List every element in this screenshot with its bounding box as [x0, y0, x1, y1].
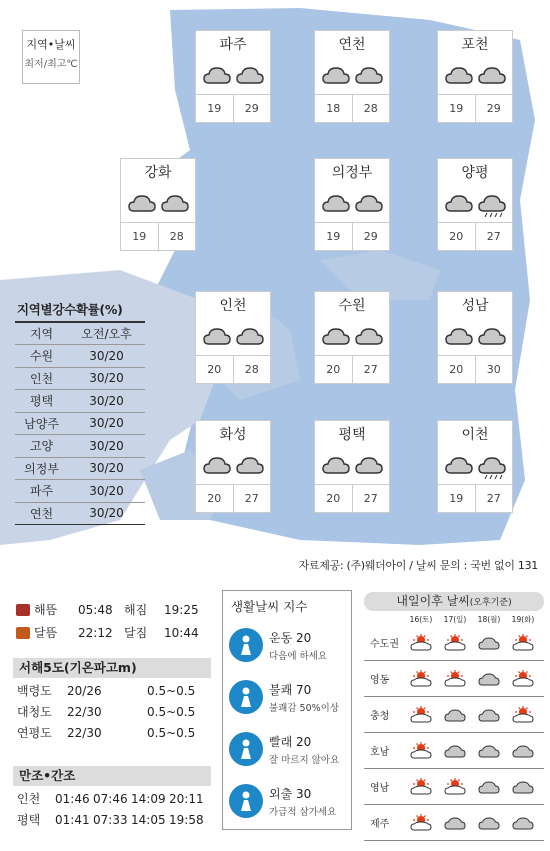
index-value: 빨래 20: [269, 734, 312, 749]
index-desc: 불쾌감 50%이상: [269, 702, 340, 714]
table-row: [15, 435, 145, 458]
cloud-icon: [354, 65, 384, 89]
tide-time: 14:05: [131, 812, 166, 827]
tide-row: [13, 788, 211, 809]
city-name: 평택: [338, 427, 366, 443]
city-card: [195, 30, 271, 123]
table-row: [15, 390, 145, 413]
region-cell: 의정부: [15, 457, 68, 480]
temp-high: 28: [169, 230, 184, 243]
cloud-icon: [444, 65, 474, 89]
cloud-icon: [444, 193, 474, 217]
prob-cell: 30/20: [68, 457, 145, 480]
forecast-day: 19(화): [511, 615, 535, 624]
sun-cloud-icon: [410, 634, 432, 652]
prob-cell: 30/20: [68, 435, 145, 458]
forecast-region: 수도권: [370, 639, 399, 650]
index-desc: 잘 마르지 않아요: [269, 754, 340, 766]
island-temp: 22/30: [67, 704, 102, 719]
moonrise-label: 달뜸: [34, 626, 58, 640]
cloud-icon: [321, 65, 351, 89]
cloud-icon: [512, 778, 534, 796]
temp-high: 29: [363, 230, 378, 243]
index-value: 외출 30: [269, 786, 312, 801]
temp-low: 20: [196, 485, 234, 512]
cloud-icon: [444, 455, 474, 479]
life-index-item: [223, 619, 351, 671]
cloud-icon: [202, 455, 232, 479]
forecast-day: 17(일): [443, 615, 467, 624]
city-name: 의정부: [331, 165, 373, 181]
cloud-icon: [512, 742, 534, 760]
col-region: 지역: [15, 322, 68, 345]
sunrise-label: 해뜸: [34, 603, 58, 617]
temps: [196, 355, 270, 383]
temp-high: 29: [486, 102, 501, 115]
port-name: 평택: [17, 813, 41, 827]
city-name: 화성: [219, 427, 247, 443]
forecast-row: [364, 733, 544, 769]
cloud-icon: [444, 706, 466, 724]
cloud-icon: [202, 65, 232, 89]
sun-cloud-icon: [410, 742, 432, 760]
city-name: 파주: [219, 37, 247, 53]
temp-high: 27: [244, 492, 259, 505]
forecast-row: [364, 625, 544, 661]
cloud-icon: [321, 326, 351, 350]
island-temp: 22/30: [67, 725, 102, 740]
region-cell: 고양: [15, 435, 68, 458]
sun-cloud-icon: [512, 634, 534, 652]
cloud-icon: [477, 326, 507, 350]
moonrise-time: 22:12: [78, 625, 113, 640]
moon-row: [16, 621, 216, 644]
legend-line2: 최저/최고℃: [24, 59, 78, 70]
wave-height: 0.5~0.5: [147, 725, 196, 740]
sun-cloud-icon: [410, 670, 432, 688]
life-index-item: [223, 723, 351, 775]
city-card: [195, 291, 271, 384]
temps: [121, 222, 195, 250]
sun-cloud-icon: [444, 670, 466, 688]
table-row: [15, 502, 145, 525]
cloud-icon: [478, 778, 500, 796]
weather-icons: [438, 187, 512, 223]
city-name: 이천: [461, 427, 489, 443]
west-sea-islands: [13, 658, 211, 743]
cloud-icon: [478, 670, 500, 688]
tide-time: 14:09: [131, 791, 166, 806]
temps: [438, 484, 512, 512]
cloud-icon: [477, 65, 507, 89]
region-cell: 파주: [15, 480, 68, 503]
table-row: [15, 367, 145, 390]
sea-row: [13, 680, 211, 701]
forecast-panel: [364, 592, 544, 841]
city-card: [437, 420, 513, 513]
prob-cell: 30/20: [68, 412, 145, 435]
sun-cloud-icon: [444, 634, 466, 652]
city-name: 연천: [338, 37, 366, 53]
tide-time: 07:46: [93, 791, 128, 806]
temp-low: 19: [121, 223, 159, 250]
island-name: 백령도: [17, 684, 52, 698]
life-index-item: [223, 775, 351, 827]
temp-low: 20: [438, 356, 476, 383]
sun-cloud-icon: [512, 706, 534, 724]
port-name: 인천: [17, 792, 41, 806]
weather-icons: [438, 59, 512, 95]
sunrise-time: 05:48: [78, 602, 113, 617]
cloud-icon: [354, 193, 384, 217]
tide-time: 07:33: [93, 812, 128, 827]
cloud-icon: [478, 706, 500, 724]
city-name: 성남: [461, 298, 489, 314]
region-cell: 인천: [15, 367, 68, 390]
laundry-icon: [229, 732, 263, 766]
region-cell: 연천: [15, 502, 68, 525]
forecast-day: 18(월): [477, 615, 501, 624]
city-name: 인천: [219, 298, 247, 314]
sun-cloud-icon: [410, 778, 432, 796]
island-name: 대청도: [17, 705, 52, 719]
weather-icons: [315, 187, 389, 223]
sun-row: [16, 598, 216, 621]
table-row: [15, 457, 145, 480]
wave-height: 0.5~0.5: [147, 704, 196, 719]
prob-cell: 30/20: [68, 367, 145, 390]
temps: [315, 355, 389, 383]
tide-time: 01:46: [55, 791, 90, 806]
data-credit: 자료제공: (주)웨더아이 / 날씨 문의 : 국번 없이 131: [298, 559, 538, 572]
cloud-icon: [512, 814, 534, 832]
discomfort-icon: [229, 680, 263, 714]
forecast-region: 영동: [370, 675, 390, 686]
temps: [196, 484, 270, 512]
index-value: 운동 20: [269, 630, 312, 645]
table-row: [15, 480, 145, 503]
cloud-icon: [160, 193, 190, 217]
forecast-row: [364, 661, 544, 697]
map-legend: [22, 30, 80, 84]
index-desc: 다음에 하세요: [269, 650, 328, 662]
temp-high: 30: [486, 363, 501, 376]
cloud-icon: [444, 814, 466, 832]
forecast-title: [364, 592, 544, 611]
weather-icons: [315, 59, 389, 95]
prob-cell: 30/20: [68, 502, 145, 525]
forecast-row: [364, 769, 544, 805]
city-card: [120, 158, 196, 251]
cloud-icon: [444, 326, 474, 350]
life-title: 생활날씨 지수: [231, 599, 308, 614]
forecast-row: [364, 697, 544, 733]
temp-low: 20: [315, 485, 353, 512]
cloud-icon: [321, 193, 351, 217]
temp-low: 19: [196, 95, 234, 122]
sea-row: [13, 701, 211, 722]
weather-icons: [315, 320, 389, 356]
cloud-icon: [354, 326, 384, 350]
table-row: [15, 412, 145, 435]
outing-icon: [229, 784, 263, 818]
cloud-icon: [235, 326, 265, 350]
temps: [315, 94, 389, 122]
temp-high: 27: [486, 492, 501, 505]
city-card: [437, 158, 513, 251]
weather-icons: [196, 320, 270, 356]
tide-times: [13, 766, 211, 830]
tide-time: 01:41: [55, 812, 90, 827]
temp-high: 27: [363, 492, 378, 505]
region-cell: 수원: [15, 345, 68, 368]
temp-low: 20: [315, 356, 353, 383]
temp-high: 29: [244, 102, 259, 115]
temp-low: 20: [196, 356, 234, 383]
tide-time: 20:11: [169, 791, 204, 806]
cloud-icon: [478, 742, 500, 760]
city-card: [314, 158, 390, 251]
cloud-icon: [127, 193, 157, 217]
cloud-icon: [478, 814, 500, 832]
island-temp: 20/26: [67, 683, 102, 698]
temps: [438, 222, 512, 250]
city-name: 수원: [338, 298, 366, 314]
temp-low: 18: [315, 95, 353, 122]
forecast-row: [364, 805, 544, 841]
exercise-icon: [229, 628, 263, 662]
sunset-time: 19:25: [164, 602, 199, 617]
prob-cell: 30/20: [68, 390, 145, 413]
temps: [196, 94, 270, 122]
tide-time: 19:58: [169, 812, 204, 827]
sun-moon-times: [16, 598, 216, 644]
forecast-subtitle: (오후기준): [469, 598, 512, 608]
cloud-icon: [478, 634, 500, 652]
temp-low: 20: [438, 223, 476, 250]
island-name: 연평도: [17, 726, 52, 740]
forecast-region: 호남: [370, 747, 390, 758]
table-row: [15, 345, 145, 368]
life-weather-index: [222, 590, 352, 830]
weather-icons: [438, 320, 512, 356]
temp-high: 27: [363, 363, 378, 376]
city-card: [314, 30, 390, 123]
rain-probability-table: [15, 300, 145, 525]
temp-low: 19: [438, 485, 476, 512]
moonset-time: 10:44: [164, 625, 199, 640]
cloud-icon: [354, 455, 384, 479]
temps: [315, 222, 389, 250]
city-card: [314, 291, 390, 384]
city-name: 포천: [461, 37, 489, 53]
region-cell: 평택: [15, 390, 68, 413]
weather-icons: [121, 187, 195, 223]
weather-icons: [196, 59, 270, 95]
sun-cloud-icon: [444, 778, 466, 796]
rain-table-title: 지역별강수확률(%): [17, 302, 123, 317]
sun-cloud-icon: [410, 814, 432, 832]
cloud-icon: [235, 65, 265, 89]
forecast-region: 충청: [370, 711, 390, 722]
prob-cell: 30/20: [68, 480, 145, 503]
tide-title: 만조•간조: [13, 766, 211, 786]
temp-low: 19: [438, 95, 476, 122]
weather-icons: [196, 449, 270, 485]
forecast-title-text: 내일이후 날씨: [396, 594, 470, 608]
region-cell: 남양주: [15, 412, 68, 435]
forecast-region: 제주: [370, 819, 390, 830]
cloud-icon: [444, 742, 466, 760]
tide-row: [13, 809, 211, 830]
sun-cloud-icon: [410, 706, 432, 724]
temps: [438, 94, 512, 122]
moonrise-icon: [16, 627, 30, 639]
temps: [315, 484, 389, 512]
legend-line1: 지역•날씨: [26, 38, 76, 51]
temps: [438, 355, 512, 383]
moonset-label: 달짐: [124, 626, 148, 640]
temp-low: 19: [315, 223, 353, 250]
sunset-label: 해짐: [124, 603, 148, 617]
city-name: 강화: [144, 165, 172, 181]
index-desc: 가급적 삼가세요: [269, 806, 337, 818]
rain-cloud-icon: [477, 455, 507, 479]
temp-high: 28: [363, 102, 378, 115]
cloud-icon: [235, 455, 265, 479]
city-card: [314, 420, 390, 513]
temp-high: 27: [486, 230, 501, 243]
city-name: 양평: [461, 165, 489, 181]
weather-icons: [315, 449, 389, 485]
index-value: 불쾌 70: [269, 682, 312, 697]
life-index-item: [223, 671, 351, 723]
wave-height: 0.5~0.5: [147, 683, 196, 698]
city-card: [437, 30, 513, 123]
sea-row: [13, 722, 211, 743]
forecast-days: [364, 611, 544, 625]
rain-cloud-icon: [477, 193, 507, 217]
temp-high: 28: [244, 363, 259, 376]
city-card: [437, 291, 513, 384]
sea-title: 서해5도(기온파고m): [13, 658, 211, 678]
sun-cloud-icon: [512, 670, 534, 688]
sunrise-icon: [16, 604, 30, 616]
col-ampm: 오전/오후: [68, 322, 145, 345]
weather-icons: [438, 449, 512, 485]
city-card: [195, 420, 271, 513]
forecast-day: 16(토): [409, 615, 433, 624]
forecast-region: 영남: [370, 783, 390, 794]
prob-cell: 30/20: [68, 345, 145, 368]
cloud-icon: [321, 455, 351, 479]
cloud-icon: [202, 326, 232, 350]
